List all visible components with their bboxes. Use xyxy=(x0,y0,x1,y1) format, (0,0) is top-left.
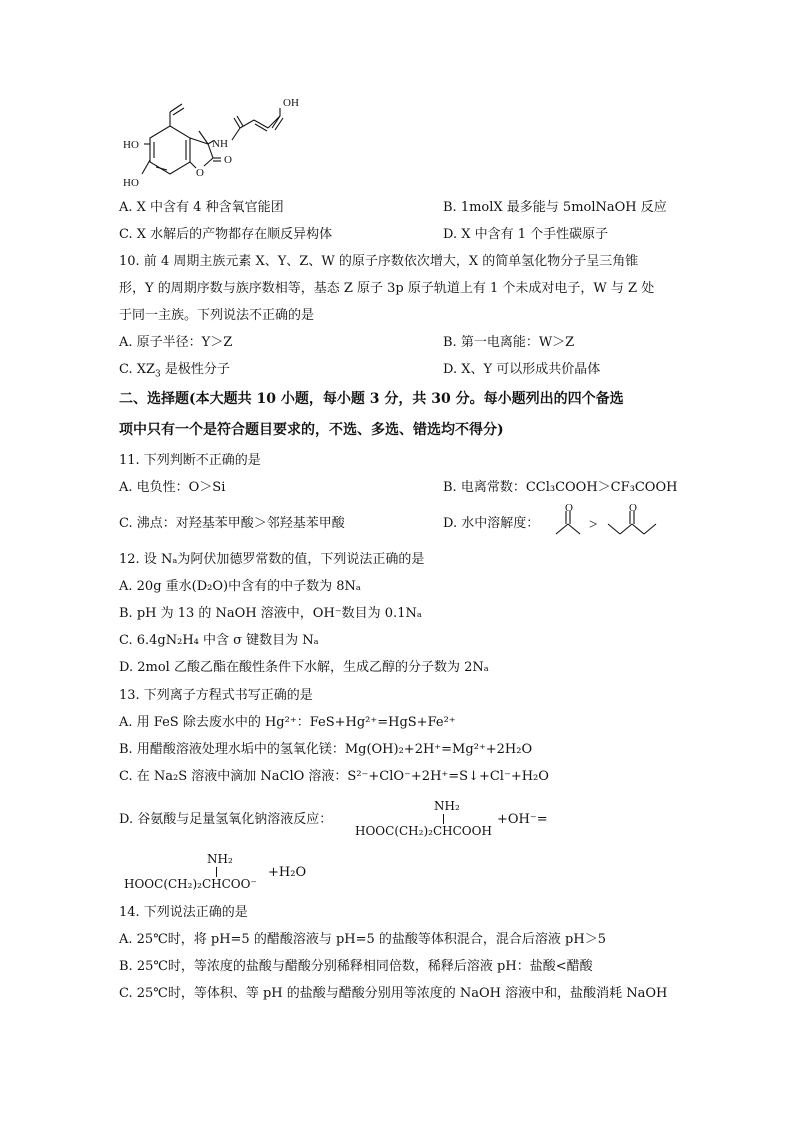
q13-glu-nh2: NH₂ xyxy=(434,799,460,813)
ho-label-2: HO xyxy=(123,177,139,189)
q12-option-a: A. 20g 重水(D₂O)中含有的中子数为 8Nₐ xyxy=(119,579,361,594)
q11-solubility-structures xyxy=(552,502,672,542)
q10-option-c: C. $XZ_3$ 是极性分子 xyxy=(119,362,230,380)
q13-option-a: A. 用 FeS 除去废水中的 Hg²⁺：FeS+Hg²⁺=HgS+Fe²⁺ xyxy=(119,715,456,730)
q12-option-c: C. 6.4gN₂H₄ 中含 σ 键数目为 Nₐ xyxy=(119,633,319,648)
q11-greater-than: > xyxy=(589,517,598,533)
q14-option-c: C. 25℃时，等体积、等 pH 的盐酸与醋酸分别用等浓度的 NaOH 溶液中和，盐酸消耗 NaOH xyxy=(119,986,668,1001)
q12-option-b: B. pH 为 13 的 NaOH 溶液中，OH⁻数目为 0.1Nₐ xyxy=(119,606,422,621)
q13-glu-formula: HOOC(CH₂)₂CHCOOH xyxy=(355,824,492,838)
q13-stem: 13. 下列离子方程式书写正确的是 xyxy=(119,688,313,703)
q12-stem: 12. 设 Nₐ为阿伏加德罗常数的值，下列说法正确的是 xyxy=(119,552,425,567)
q10-option-d: D. X、Y 可以形成共价晶体 xyxy=(443,362,601,377)
q10-option-c-text: 是极性分子 xyxy=(164,362,230,377)
q10-stem-line2: 形，Y 的周期序数与族序数相等，基态 Z 原子 3p 原子轨道上有 1 个未成对电子，W 与 Z 处 xyxy=(119,281,655,296)
q13-prod-formula: HOOC(CH₂)₂CHCOO⁻ xyxy=(124,877,257,891)
svg-text:O: O xyxy=(565,502,573,514)
oh-label: OH xyxy=(283,97,299,109)
q13-option-c: C. 在 Na₂S 溶液中滴加 NaClO 溶液：S²⁻+ClO⁻+2H⁺=S↓+Cl⁻+H₂O xyxy=(119,769,549,784)
q9-option-b: B. 1molX 最多能与 5molNaOH 反应 xyxy=(443,200,667,215)
q10-stem-line3: 于同一主族。下列说法不正确的是 xyxy=(119,308,315,323)
q13-plus-h2o: +H₂O xyxy=(268,865,307,880)
q10-option-b: B. 第一电离能：W＞Z xyxy=(443,335,575,350)
q10-option-a: A. 原子半径：Y＞Z xyxy=(119,335,233,350)
q9-option-d: D. X 中含有 1 个手性碳原子 xyxy=(443,227,609,242)
q9-option-c: C. X 水解后的产物都存在顺反异构体 xyxy=(119,227,333,242)
molecule-x-structure xyxy=(118,92,318,192)
q12-option-d: D. 2mol 乙酸乙酯在酸性条件下水解，生成乙醇的分子数为 2Nₐ xyxy=(119,660,489,675)
ring-o-label: O xyxy=(196,167,204,179)
carbonyl-o-label: O xyxy=(224,154,232,166)
q11-stem: 11. 下列判断不正确的是 xyxy=(119,453,261,468)
svg-text:O: O xyxy=(629,502,637,514)
q10-stem-line1: 10. 前 4 周期主族元素 X、Y、Z、W 的原子序数依次增大，X 的简单氢化物分子呈三角锥 xyxy=(119,254,639,269)
section2-heading-line1: 二、选择题(本大题共 10 小题，每小题 3 分，共 30 分。每小题列出的四个备选 xyxy=(119,391,624,407)
q14-option-b: B. 25℃时，等浓度的盐酸与醋酸分别稀释相同倍数，稀释后溶液 pH：盐酸<醋酸 xyxy=(119,959,593,974)
q9-option-a: A. X 中含有 4 种含氧官能团 xyxy=(119,200,284,215)
q13-prod-nh2: NH₂ xyxy=(207,852,233,866)
q11-option-a: A. 电负性：O＞Si xyxy=(119,480,226,495)
q11-option-b: B. 电离常数：CCl₃COOH＞CF₃COOH xyxy=(443,480,678,495)
ho-label-1: HO xyxy=(123,139,139,151)
q11-option-d: D. 水中溶解度： xyxy=(443,516,540,531)
q11-option-c: C. 沸点：对羟基苯甲酸＞邻羟基苯甲酸 xyxy=(119,516,345,531)
nh-label: NH xyxy=(212,138,228,150)
section2-heading-line2: 项中只有一个是符合题目要求的，不选、多选、错选均不得分) xyxy=(119,422,504,438)
q13-option-b: B. 用醋酸溶液处理水垢中的氢氧化镁：Mg(OH)₂+2H⁺=Mg²⁺+2H₂O xyxy=(119,742,533,757)
q13-plus-oh: +OH⁻= xyxy=(497,812,548,827)
q14-stem: 14. 下列说法正确的是 xyxy=(119,905,248,920)
q13-option-d: D. 谷氨酸与足量氢氧化钠溶液反应： xyxy=(119,812,333,827)
q14-option-a: A. 25℃时，将 pH=5 的醋酸溶液与 pH=5 的盐酸等体积混合，混合后溶液 pH＞5 xyxy=(119,932,606,947)
